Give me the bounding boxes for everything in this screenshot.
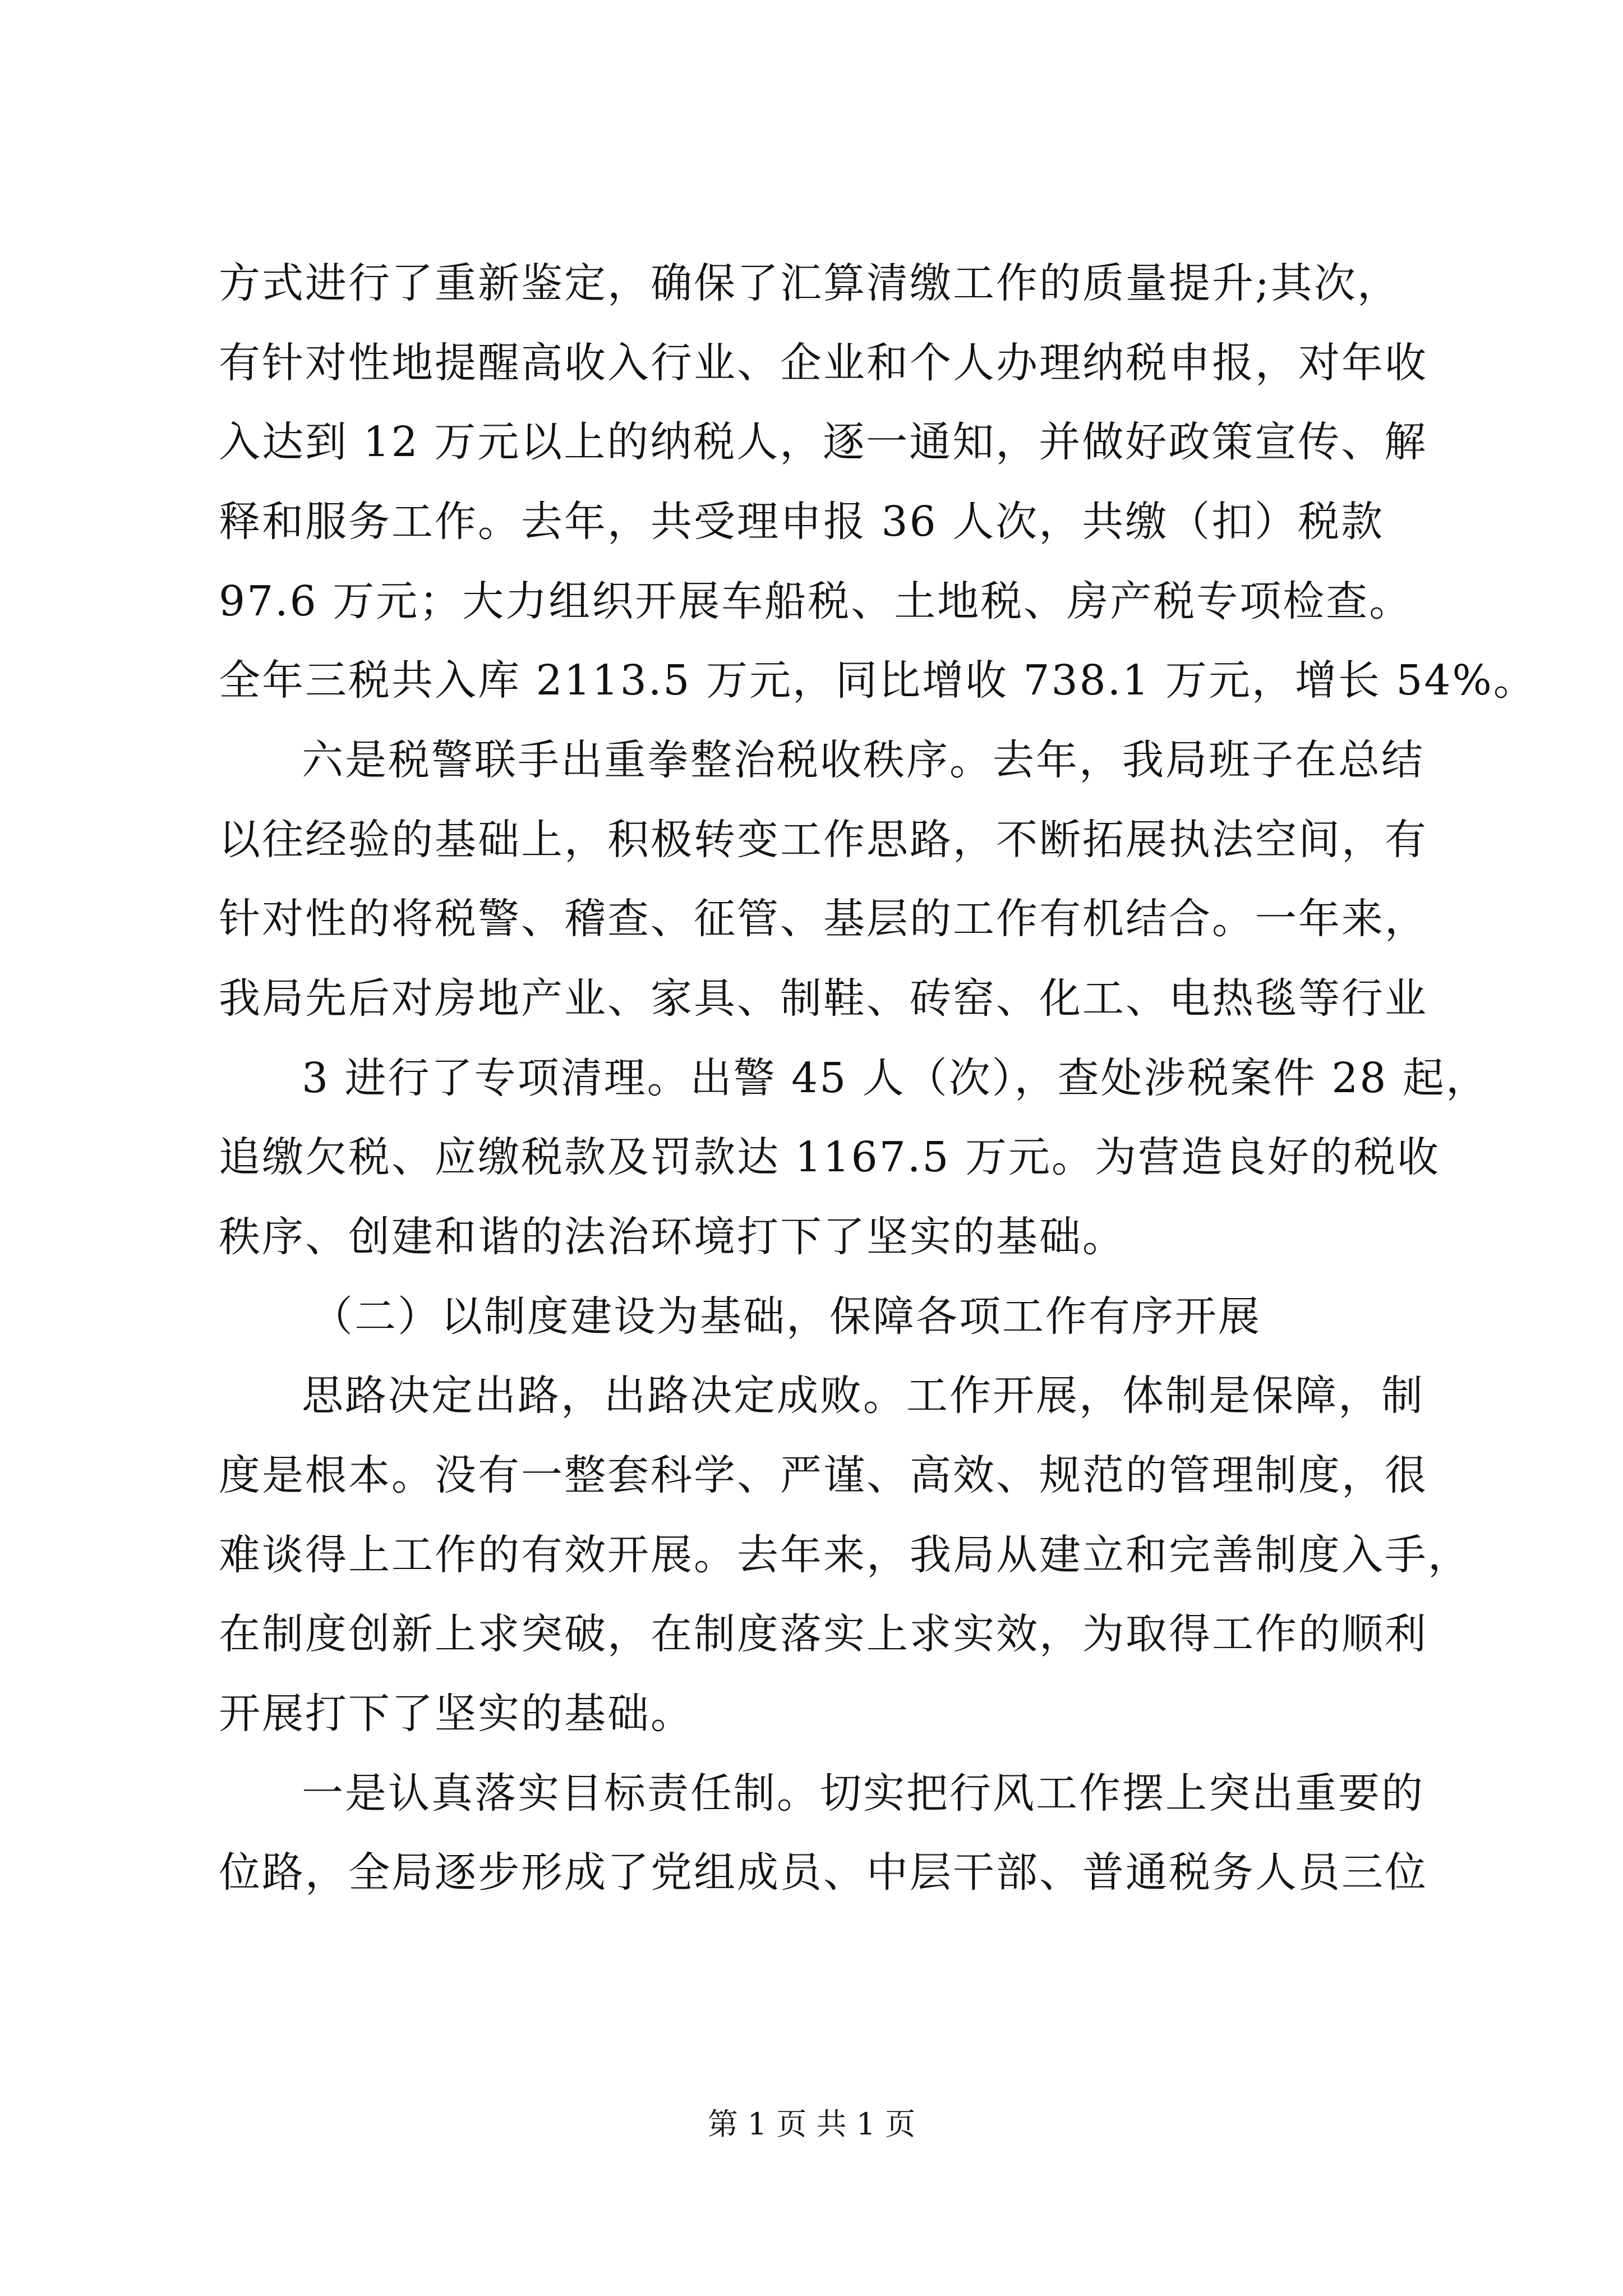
- text-line: 97.6 万元；大力组织开展车船税、土地税、房产税专项检查。: [219, 577, 1413, 625]
- text-line: 我局先后对房地产业、家具、制鞋、砖窑、化工、电热毯等行业: [219, 974, 1428, 1023]
- text-line: 方式进行了重新鉴定，确保了汇算清缴工作的质量提升;其次，: [219, 259, 1400, 307]
- text-line: 难谈得上工作的有效开展。去年来，我局从建立和完善制度入手，: [219, 1531, 1471, 1579]
- text-line: 3 进行了专项清理。出警 45 人（次），查处涉税案件 28 起，: [302, 1054, 1490, 1102]
- text-line: 秩序、创建和谐的法治环境打下了坚实的基础。: [219, 1213, 1126, 1261]
- text-line: 全年三税共入库 2113.5 万元，同比增收 738.1 万元，增长 54%。: [219, 656, 1537, 705]
- paragraph-start-line: 思路决定出路，出路决定成败。工作开展，体制是保障，制: [302, 1372, 1424, 1420]
- text-line: 以往经验的基础上，积极转变工作思路，不断拓展执法空间，有: [219, 816, 1428, 864]
- text-line: 位路，全局逐步形成了党组成员、中层干部、普通税务人员三位: [219, 1848, 1428, 1897]
- text-line: 度是根本。没有一整套科学、严谨、高效、规范的管理制度，很: [219, 1451, 1428, 1499]
- text-line: 开展打下了坚实的基础。: [219, 1690, 694, 1738]
- section-heading: （二）以制度建设为基础，保障各项工作有序开展: [311, 1292, 1261, 1341]
- paragraph-start-line: 一是认真落实目标责任制。切实把行风工作摆上突出重要的: [302, 1769, 1424, 1818]
- text-line: 入达到 12 万元以上的纳税人，逐一通知，并做好政策宣传、解: [219, 418, 1428, 466]
- text-line: 追缴欠税、应缴税款及罚款达 1167.5 万元。为营造良好的税收: [219, 1133, 1440, 1181]
- page-number-footer: 第 1 页 共 1 页: [707, 2106, 916, 2142]
- text-line: 释和服务工作。去年，共受理申报 36 人次，共缴（扣）税款: [219, 498, 1385, 546]
- text-line: 在制度创新上求突破，在制度落实上求实效，为取得工作的顺利: [219, 1610, 1428, 1658]
- paragraph-start-line: 六是税警联手出重拳整治税收秩序。去年，我局班子在总结: [302, 736, 1424, 784]
- text-line: 有针对性地提醒高收入行业、企业和个人办理纳税申报，对年收: [219, 339, 1428, 387]
- text-line: 针对性的将税警、稽查、征管、基层的工作有机结合。一年来，: [219, 895, 1428, 943]
